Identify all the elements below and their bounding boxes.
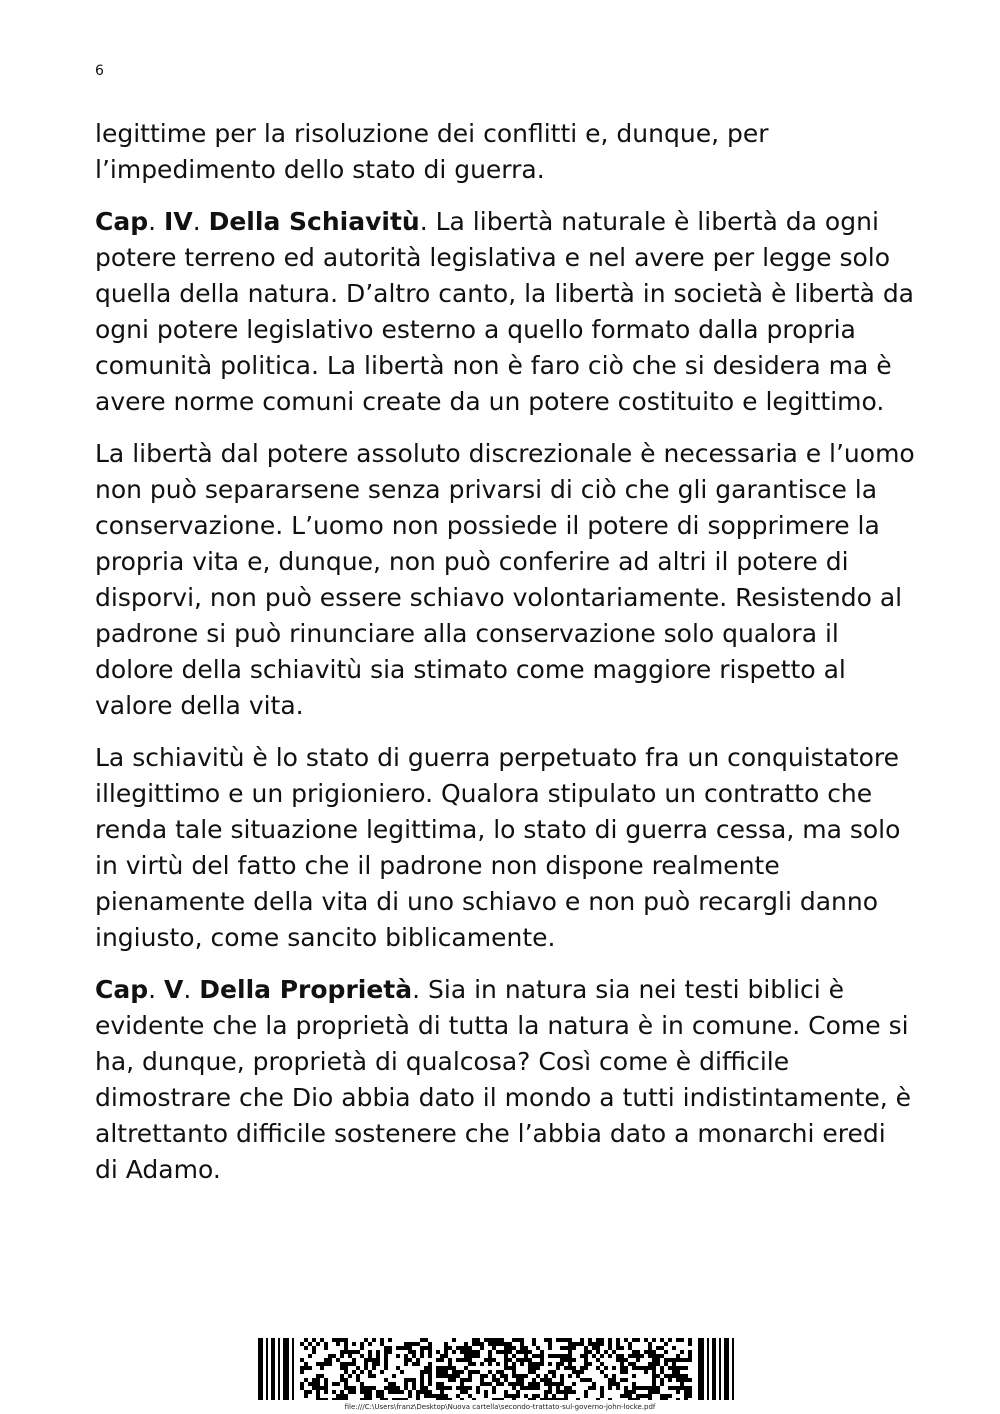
- barcode-bars-left: [258, 1338, 294, 1400]
- chapter-iv-title: Della Schiavitù: [208, 207, 420, 236]
- barcode-bars-right: [698, 1338, 734, 1400]
- paragraph-4: [95, 740, 915, 956]
- file-path: file:///C:\Users\franz\Desktop\Nuova cartella\secondo-trattato-sul-governo-john-locke.pdf: [344, 1403, 656, 1411]
- paragraph-1-text: legittime per la risoluzione dei conflitti e, dunque, per l’impedimento dello stato di guerra.: [95, 119, 769, 184]
- paragraph-chapter-iv: Cap. IV. Della Schiavitù. La libertà naturale è libertà da ogni potere terreno ed autorità legislativa e nel avere per legge solo quella della natura. D’altro canto, la libertà in società è libertà da ogni potere legislativo esterno a quello formato dalla propria comunità politica. La libertà non è faro ciò che si desidera ma è avere norme comuni create da un potere costituito e legittimo.: [95, 207, 915, 416]
- paragraph-1: [95, 116, 915, 188]
- document-body: [95, 116, 915, 1204]
- chapter-v-cap: Cap: [95, 975, 149, 1004]
- chapter-iv-cap: Cap: [95, 207, 149, 236]
- paragraph-4-text: La schiavitù è lo stato di guerra perpetuato fra un conquistatore illegittimo e un prigioniero. Qualora stipulato un contratto che renda tale situazione legittima, lo stato di guerra cessa, ma solo in virtù del fatto che il padrone non dispone realmente pienamente della vita di uno schiavo e non può recargli danno ingiusto, come sancito biblicamente.: [95, 743, 901, 952]
- barcode-matrix: [300, 1338, 692, 1400]
- paragraph-3: [95, 436, 915, 724]
- chapter-v-title: Della Proprietà: [199, 975, 413, 1004]
- chapter-v-text: Sia in natura sia nei testi biblici è evidente che la proprietà di tutta la natura è in comune. Come si ha, dunque, proprietà di qualcosa? Così come è difficile dimostrare che Dio abbia dato il mondo a tutti indistintamente, è altrettanto difficile sostenere che l’abbia dato a monarchi eredi di Adamo.: [95, 975, 912, 1184]
- paragraph-3-text: La libertà dal potere assoluto discrezionale è necessaria e l’uomo non può separarsene senza privarsi di ciò che gli garantisce la conservazione. L’uomo non possiede il potere di sopprimere la propria vita e, dunque, non può conferire ad altri il potere di disporvi, non può essere schiavo volontariamente. Resistendo al padrone si può rinunciare alla conservazione solo qualora il dolore della schiavitù sia stimato come maggiore rispetto al valore della vita.: [95, 439, 915, 720]
- chapter-v-number: V: [164, 975, 184, 1004]
- barcode-icon: [258, 1338, 736, 1400]
- chapter-iv-number: IV: [164, 207, 193, 236]
- paragraph-chapter-v: Cap. V. Della Proprietà. Sia in natura sia nei testi biblici è evidente che la proprietà di tutta la natura è in comune. Come si ha, dunque, proprietà di qualcosa? Così come è difficile dimostrare che Dio abbia dato il mondo a tutti indistintamente, è altrettanto difficile sostenere che l’abbia dato a monarchi eredi di Adamo.: [95, 975, 912, 1184]
- page-number: 6: [95, 63, 104, 79]
- chapter-iv-text: La libertà naturale è libertà da ogni potere terreno ed autorità legislativa e nel avere per legge solo quella della natura. D’altro canto, la libertà in società è libertà da ogni potere legislativo esterno a quello formato dalla propria comunità politica. La libertà non è faro ciò che si desidera ma è avere norme comuni create da un potere costituito e legittimo.: [95, 207, 915, 416]
